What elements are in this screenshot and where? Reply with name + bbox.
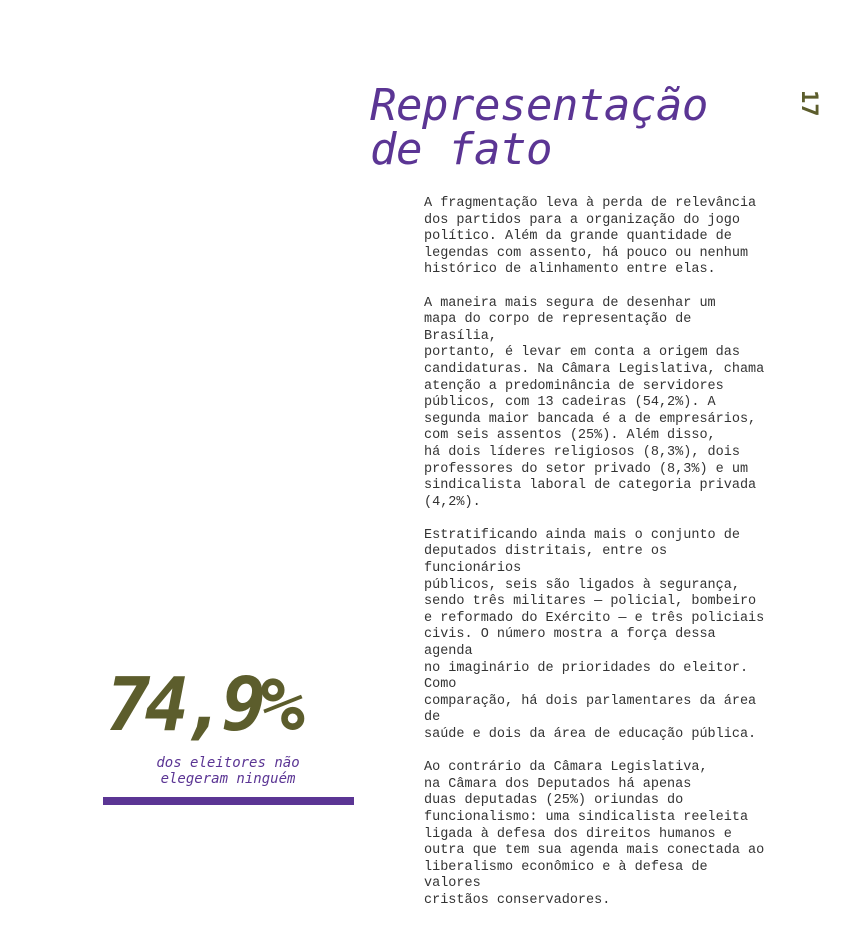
page-number: 17 (796, 90, 821, 117)
article-paragraph: A maneira mais segura de desenhar um mapa do corpo de representação de Brasília, portanto, é levar em conta a origem das candidaturas. Na Câmara Legislativa, chama atenção a predominância de servidores públicos, com 13 cadeiras (54,2%). A segunda maior bancada é a de empresários, com seis assentos (25%). Além disso, há dois líderes religiosos (8,3%), dois professores do setor privado (8,3%) e um sindicalista laboral de categoria privada (4,2%). (424, 295, 765, 510)
article-paragraph: A fragmentação leva à perda de relevância dos partidos para a organização do jogo político. Além da grande quantidade de legendas com assento, há pouco ou nenhum histórico de alinhamento entre elas. (424, 196, 757, 278)
highlight-stat-caption: dos eleitores não elegeram ninguém (156, 755, 300, 787)
highlight-stat-value: 74,9% (106, 662, 299, 748)
highlight-underline-bar (103, 797, 354, 805)
page-title: Representação de fato (370, 80, 708, 175)
article-paragraph: Ao contrário da Câmara Legislativa, na Câmara dos Deputados há apenas duas deputadas (25%) oriundas do funcionalismo: uma sindicalista reeleita ligada à defesa dos direitos humanos e outra que tem sua agenda mais conectada ao liberalismo econômico e à defesa de valores cristãos conservadores. (424, 760, 765, 908)
article-paragraph: Estratificando ainda mais o conjunto de deputados distritais, entre os funcionários públicos, seis são ligados à segurança, sendo três militares — policial, bombeiro e reformado do Exército — e três policiais civis. O número mostra a força dessa agenda no imaginário de prioridades do eleitor. Como comparação, há dois parlamentares da área de saúde e dois da área de educação pública. (424, 527, 765, 742)
article-body (424, 196, 769, 926)
